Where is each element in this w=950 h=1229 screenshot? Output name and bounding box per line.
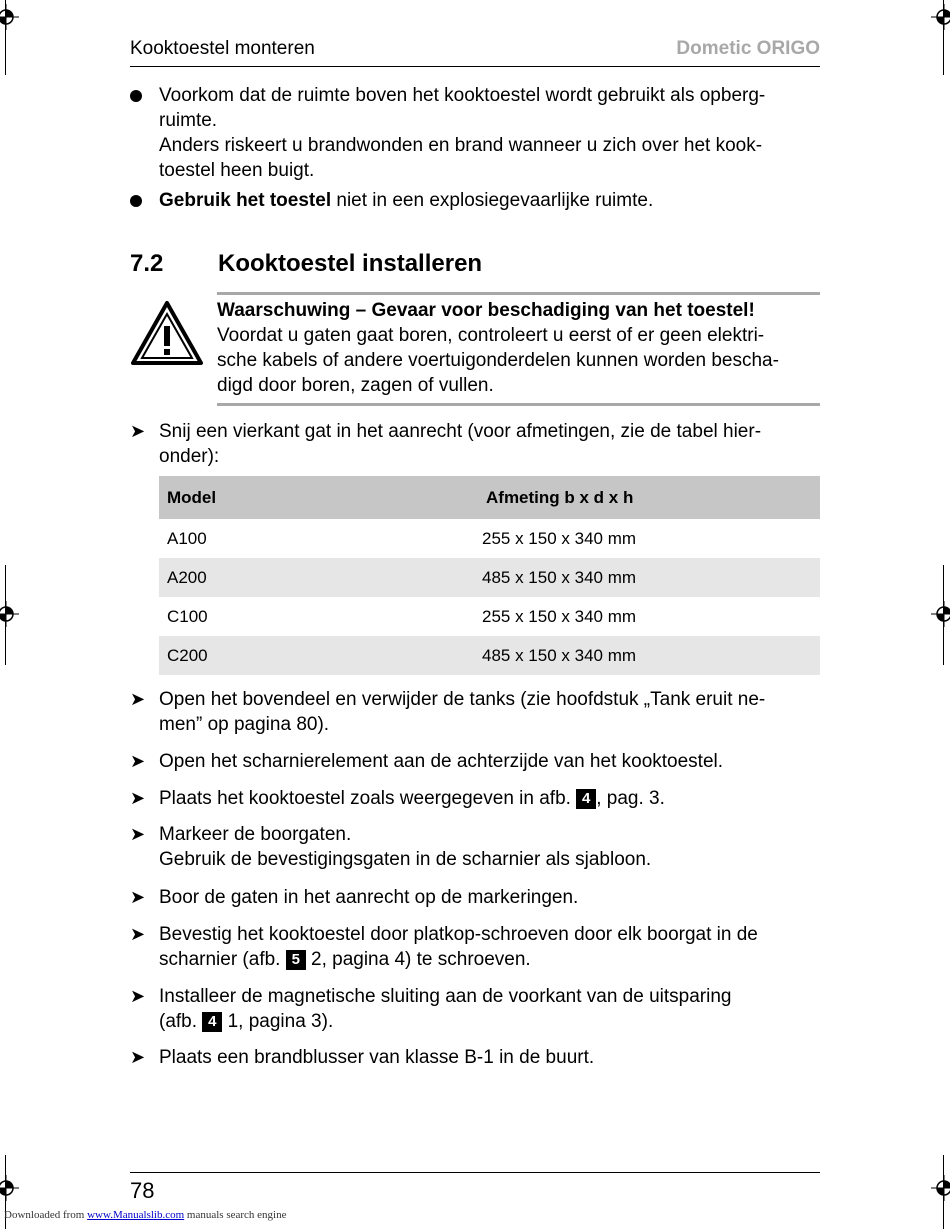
- warning-title: Waarschuwing – Gevaar voor beschadiging van het toestel!: [217, 300, 755, 321]
- warning-block: [217, 298, 820, 398]
- manualslib-link[interactable]: www.Manualslib.com: [87, 1209, 185, 1221]
- table-row: [159, 636, 820, 675]
- section-number: 7.2: [130, 250, 164, 277]
- crop-line: [943, 1155, 944, 1229]
- bullet-icon: [130, 90, 142, 102]
- arrow-bullet-icon: ➤: [130, 1047, 146, 1067]
- dimensions-table: [159, 476, 820, 675]
- table-row: [159, 597, 820, 636]
- warning-triangle-icon: [130, 300, 204, 366]
- step-line: Open het bovendeel en verwijder de tanks (zie hoofdstuk „Tank eruit ne-: [159, 689, 766, 710]
- step-line: Snij een vierkant gat in het aanrecht (voor afmetingen, zie de tabel hier-: [159, 421, 762, 442]
- table-cell: A100: [167, 528, 207, 548]
- registration-mark-icon: [931, 601, 950, 627]
- step-item: [130, 786, 820, 811]
- registration-mark-icon: [0, 601, 19, 627]
- table-cell: 485 x 150 x 340 mm: [459, 558, 820, 597]
- step-line: Installeer de magnetische sluiting aan de voorkant van de uitsparing: [159, 986, 732, 1007]
- step-line: Markeer de boorgaten.: [159, 824, 352, 845]
- step-text: scharnier (afb.: [159, 949, 281, 970]
- registration-mark-icon: [931, 1175, 950, 1201]
- table-header-cell: Afmeting b x d x h: [459, 476, 820, 519]
- step-text: Plaats het kooktoestel zoals weergegeven in afb.: [159, 788, 571, 809]
- header-chapter-title: Kooktoestel monteren: [130, 38, 315, 59]
- arrow-bullet-icon: ➤: [130, 824, 146, 844]
- arrow-bullet-icon: ➤: [130, 986, 146, 1006]
- arrow-bullet-icon: ➤: [130, 924, 146, 944]
- step-line: men” op pagina 80).: [159, 714, 330, 735]
- figure-badge: 5: [286, 950, 306, 970]
- figure-badge: 4: [202, 1012, 222, 1032]
- crop-line: [5, 0, 6, 75]
- bullet-line: toestel heen buigt.: [159, 160, 315, 181]
- table-cell: C100: [167, 606, 208, 626]
- step-line: onder):: [159, 446, 220, 467]
- warning-rule-top: [217, 292, 820, 295]
- bullet-line: Voorkom dat de ruimte boven het kooktoestel wordt gebruikt als opberg-: [159, 85, 766, 106]
- table-header-row: [159, 476, 820, 519]
- step-text: , pag. 3.: [596, 788, 665, 809]
- warning-line: sche kabels of andere voertuigonderdelen kunnen worden bescha-: [217, 350, 779, 371]
- step-item: [130, 687, 820, 737]
- crop-line: [943, 565, 944, 665]
- table-cell: 255 x 150 x 340 mm: [482, 528, 637, 548]
- registration-mark-icon: [0, 1175, 19, 1201]
- step-line: Boor de gaten in het aanrecht op de markeringen.: [159, 887, 579, 908]
- arrow-bullet-icon: ➤: [130, 788, 146, 808]
- table-cell: 485 x 150 x 340 mm: [459, 636, 820, 675]
- download-prefix: Downloaded from: [4, 1209, 88, 1221]
- download-notice: [4, 1209, 286, 1221]
- step-item: [130, 822, 820, 872]
- arrow-bullet-icon: ➤: [130, 751, 146, 771]
- step-line: Bevestig het kooktoestel door platkop-schroeven door elk boorgat in de: [159, 924, 758, 945]
- registration-mark-icon: [0, 4, 19, 30]
- footer-rule: [130, 1172, 820, 1173]
- figure-badge: 4: [576, 789, 596, 809]
- bullet-icon: [130, 195, 142, 207]
- download-suffix: manuals search engine: [184, 1209, 287, 1221]
- arrow-bullet-icon: ➤: [130, 421, 146, 441]
- header-rule: [130, 66, 820, 67]
- step-item: [130, 885, 820, 910]
- step-line: Gebruik de bevestigingsgaten in de scharnier als sjabloon.: [159, 849, 652, 870]
- warning-line: digd door boren, zagen of vullen.: [217, 375, 494, 396]
- step-item: [130, 1045, 820, 1070]
- bullet-text: niet in een explosiegevaarlijke ruimte.: [331, 190, 654, 211]
- step-item: [130, 922, 820, 972]
- table-row: [159, 519, 820, 558]
- table-cell: 255 x 150 x 340 mm: [482, 606, 637, 626]
- table-cell: A200: [159, 558, 459, 597]
- step-line: Open het scharnierelement aan de achterzijde van het kooktoestel.: [159, 751, 724, 772]
- table-header-cell: Model: [159, 476, 459, 519]
- step-item: [130, 984, 820, 1034]
- bullet-item: [130, 188, 820, 213]
- warning-rule-bottom: [217, 403, 820, 406]
- registration-mark-icon: [931, 4, 950, 30]
- header-product-name: Dometic ORIGO: [676, 38, 820, 59]
- bullet-item: [130, 83, 820, 183]
- crop-line: [943, 0, 944, 75]
- step-item: [130, 419, 820, 469]
- table-cell: C200: [159, 636, 459, 675]
- step-item: [130, 749, 820, 774]
- warning-line: Voordat u gaten gaat boren, controleert u eerst of er geen elektri-: [217, 325, 765, 346]
- step-line: Plaats een brandblusser van klasse B-1 in de buurt.: [159, 1047, 595, 1068]
- bullet-bold-text: Gebruik het toestel: [159, 190, 332, 211]
- table-row: [159, 558, 820, 597]
- step-text: 2, pagina 4) te schroeven.: [311, 949, 531, 970]
- crop-line: [5, 565, 6, 665]
- bullet-line: Anders riskeert u brandwonden en brand wanneer u zich over het kook-: [159, 135, 763, 156]
- arrow-bullet-icon: ➤: [130, 689, 146, 709]
- page-number: 78: [130, 1178, 155, 1203]
- section-title: Kooktoestel installeren: [218, 250, 483, 277]
- bullet-line: ruimte.: [159, 110, 218, 131]
- step-text: 1, pagina 3).: [227, 1011, 334, 1032]
- step-text: (afb.: [159, 1011, 198, 1032]
- arrow-bullet-icon: ➤: [130, 887, 146, 907]
